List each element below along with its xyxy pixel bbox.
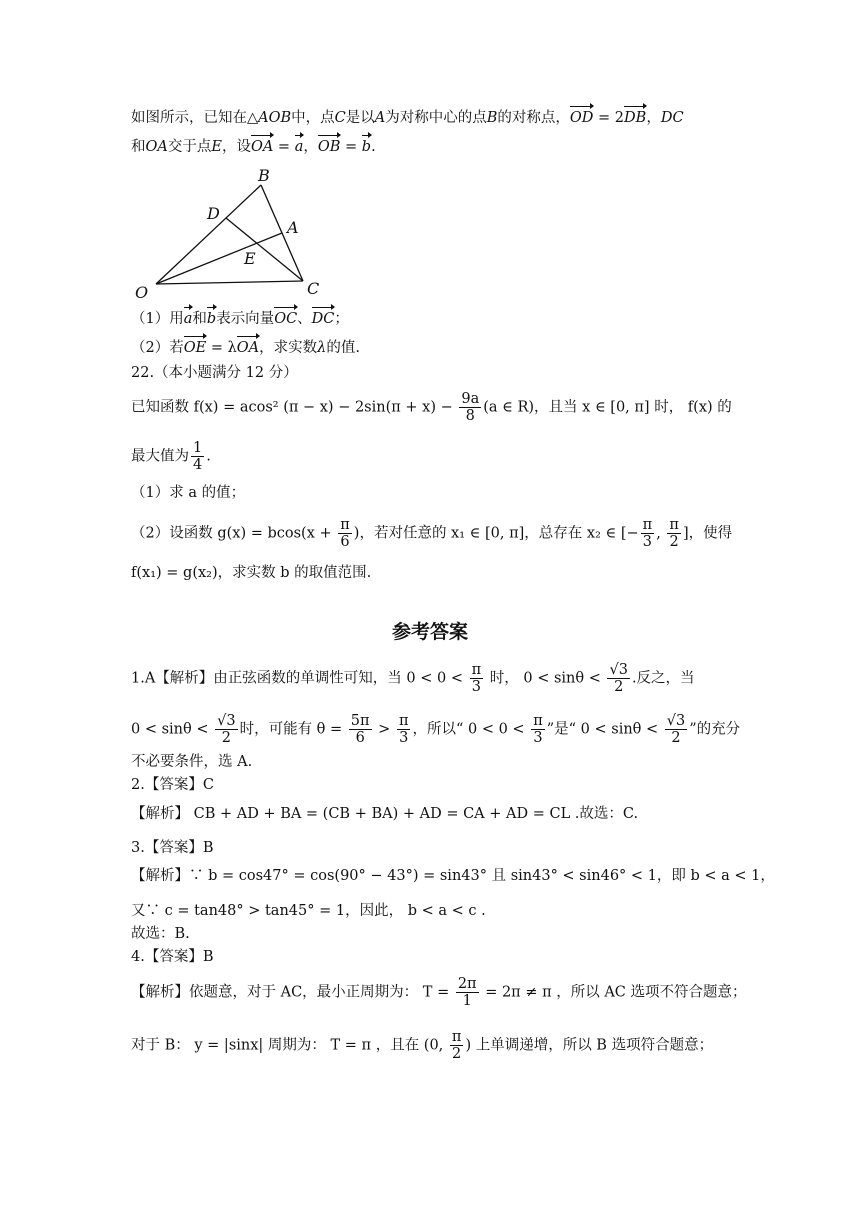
p21-q2: （2）若OE = λOA，求实数λ的值. [131, 340, 360, 356]
p21-q1: （1）用a和b表示向量OC、DC； [131, 311, 349, 327]
answer-1-line2: 0 < sinθ < $\frac{√3}{2}$ 时，可能有 θ = $\frac{5\pi}{6}$ > $\frac{\pi}{3}$ ，所以“ 0 < 0 < $\frac{\pi}{3}$ ”是“ 0 < sinθ < $\frac{√3}{2}$ ”的充分 [131, 713, 741, 746]
answer-3: 3.【答案】B [131, 840, 214, 856]
label-a: A [287, 218, 299, 237]
answer-1-line1: 1.A【解析】由正弦函数的单调性可知，当 0 < 0 < $\frac{\pi}{3}$ 时， 0 < sinθ < $\frac{√3}{2}$ .反之，当 [131, 662, 695, 695]
answers-title: 参考答案 [391, 621, 468, 643]
label-b: B [258, 167, 270, 185]
p22-q2: （2）设函数 g(x) = bcos(x + $\frac{\pi}{6}$ )，若对任意的 x₁ ∈ [0, π]，总存在 x₂ ∈ [− $\frac{\pi}{3}$ , $\frac{\pi}{2}$ ]，使得 [131, 517, 733, 550]
p22-q1: （1）求 a 的值； [131, 485, 246, 501]
p21-line2: 和OA交于点E，设OA = a，OB = b. [131, 139, 376, 155]
triangle-figure [131, 167, 331, 302]
label-d: D [207, 204, 220, 223]
answer-4: 4.【答案】B [131, 949, 214, 965]
answer-4-line2: 对于 B： y = |sinx| 周期为： T = π ，且在 (0, $\frac{\pi}{2}$ ) 上单调递增，所以 B 选项符合题意； [131, 1029, 714, 1062]
answer-2-explanation: 【解析】 CB + AD + BA = (CB + BA) + AD = CA + AD = CL .故选：C. [131, 806, 639, 822]
answer-2: 2.【答案】C [131, 777, 214, 793]
p22-line1: 已知函数 f(x) = acos² (π − x) − 2sin(π + x) − $\frac{9a}{8}$ (a ∈ R)，且当 x ∈ [0, π] 时， f(x) 的 [131, 391, 732, 424]
answer-4-line1: 【解析】依题意，对于 AC，最小正周期为： T = $\frac{2\pi}{1}$ = 2π ≠ π ，所以 AC 选项不符合题意； [131, 976, 747, 1009]
answer-3-explanation-2: 又∵ c = tan48° > tan45° = 1，因此， b < a < c . [131, 903, 486, 919]
p21-line1: 如图所示，已知在△AOB中，点C是以A为对称中心的点B的对称点，OD = 2DB，DC [131, 110, 684, 126]
answer-1-line3: 不必要条件，选 A. [131, 754, 253, 770]
label-c: C [307, 279, 320, 298]
p22-line2: 最大值为 $\frac{1}{4}$ . [131, 440, 211, 473]
label-o: O [135, 283, 149, 302]
label-e: E [244, 249, 256, 268]
answer-3-explanation-3: 故选：B. [131, 926, 190, 942]
p22-header: 22.（本小题满分 12 分） [131, 365, 298, 381]
answer-3-explanation-1: 【解析】∵ b = cos47° = cos(90° − 43°) = sin43° 且 sin43° < sin46° < 1，即 b < a < 1， [131, 868, 775, 884]
p22-q2-cont: f(x₁) = g(x₂)，求实数 b 的取值范围. [131, 565, 372, 581]
